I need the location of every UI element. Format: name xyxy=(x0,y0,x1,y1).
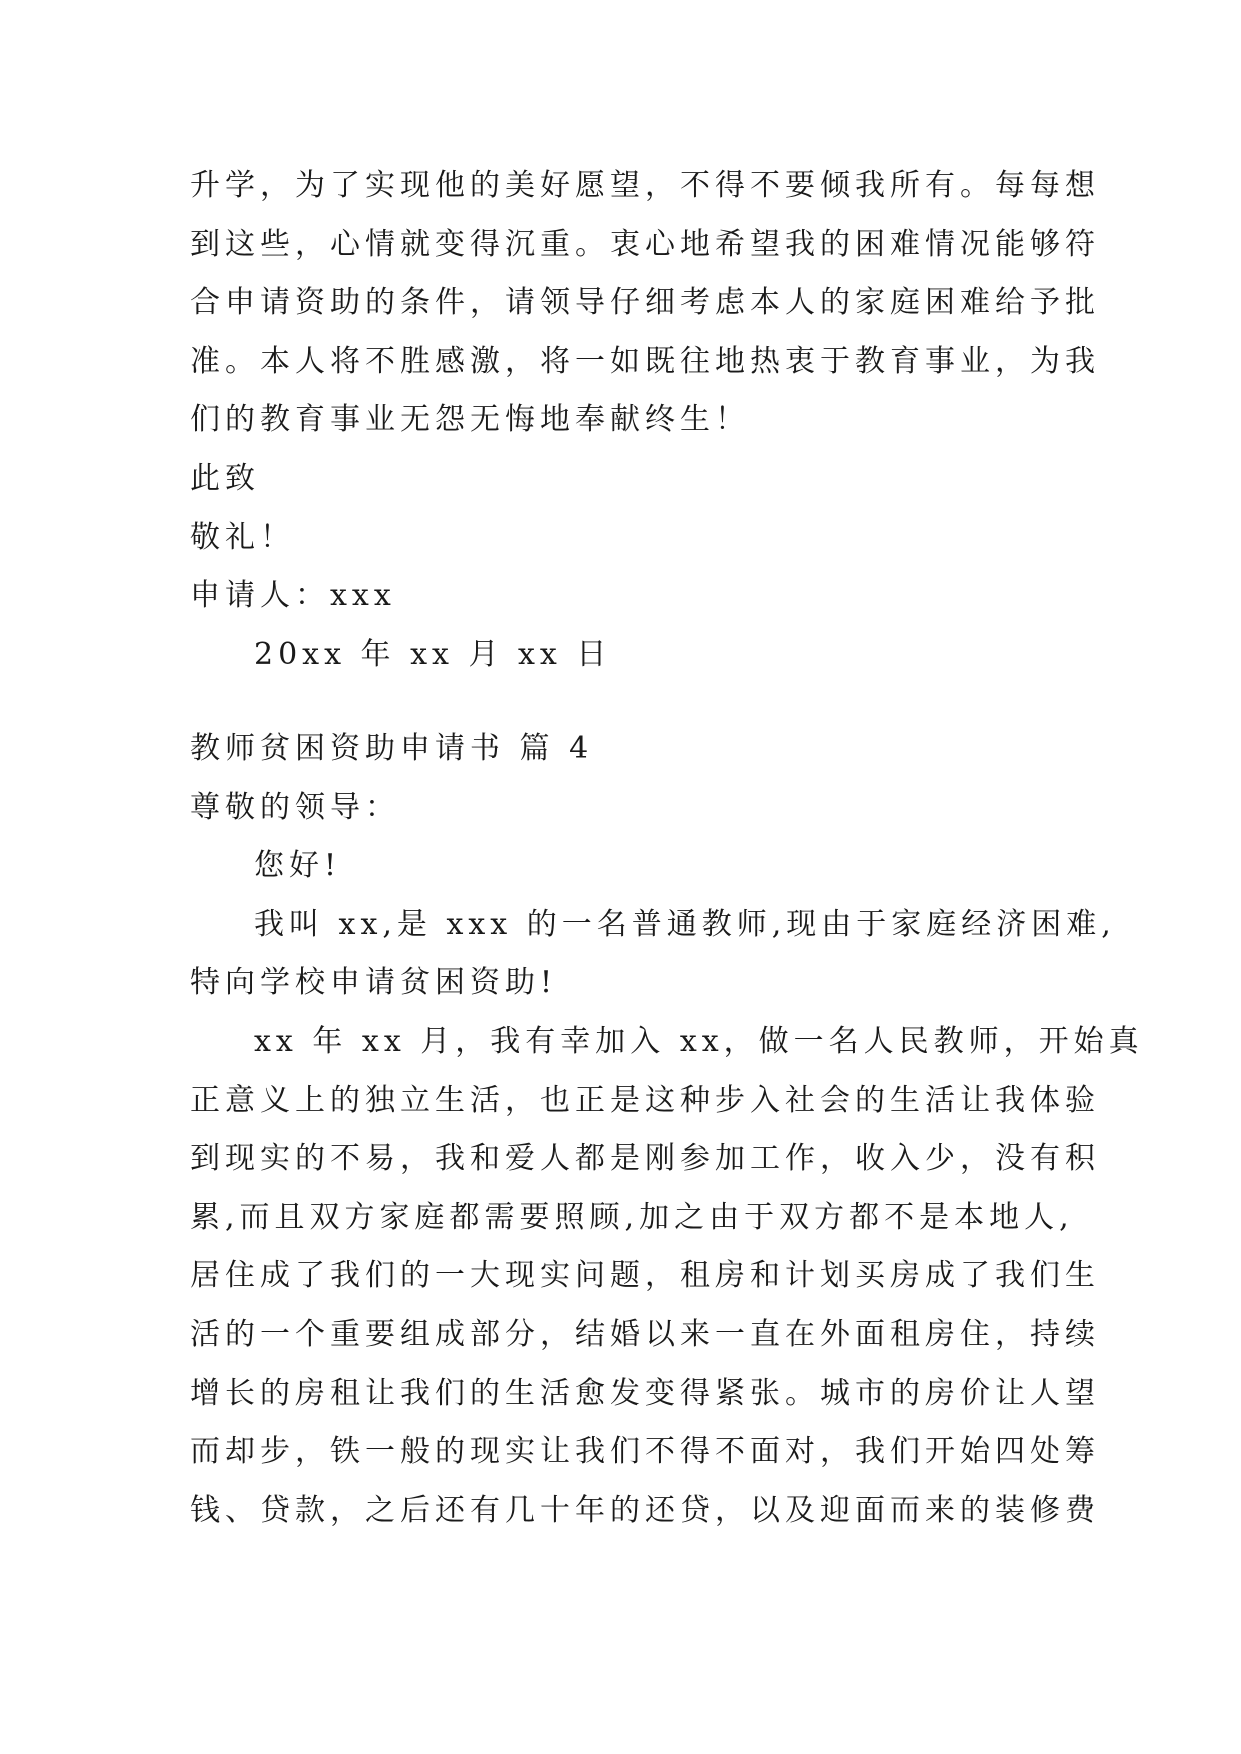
paragraph-line: 到现实的不易，我和爱人都是刚参加工作，收入少，没有积 xyxy=(190,1141,1100,1177)
text-line: 升学，为了实现他的美好愿望，不得不要倾我所有。每每想 xyxy=(190,168,1100,203)
text-line: 合申请资助的条件，请领导仔细考虑本人的家庭困难给予批 xyxy=(190,285,1100,321)
paragraph-line: 正意义上的独立生活，也正是这种步入社会的生活让我体验 xyxy=(190,1082,1100,1118)
section-4 xyxy=(190,720,1144,1540)
text-line: 到这些，心情就变得沉重。衷心地希望我的困难情况能够符 xyxy=(190,226,1100,262)
paragraph-line: 活的一个重要组成部分，结婚以来一直在外面租房住，持续 xyxy=(190,1316,1100,1352)
continuation-section xyxy=(190,157,1100,684)
paragraph-line: xx 年 xx 月，我有幸加入 xx，做一名人民教师，开始真 xyxy=(254,1023,1144,1059)
applicant-signature: 申请人：xxx xyxy=(190,578,396,614)
text-line: 们的教育事业无怨无悔地奉献终生！ xyxy=(190,402,750,438)
paragraph-line: 增长的房租让我们的生活愈发变得紧张。城市的房价让人望 xyxy=(190,1375,1100,1411)
text-line: 准。本人将不胜感激，将一如既往地热衷于教育事业，为我 xyxy=(190,343,1100,379)
paragraph-line: 特向学校申请贫困资助! xyxy=(190,965,558,1001)
closing-line: 敬礼！ xyxy=(190,519,295,555)
date-line: 20xx 年 xx 月 xx 日 xyxy=(254,636,612,672)
paragraph-line: 我叫 xx,是 xxx 的一名普通教师,现由于家庭经济困难, xyxy=(254,906,1116,942)
salutation: 尊敬的领导： xyxy=(190,789,400,825)
paragraph-line: 居住成了我们的一大现实问题，租房和计划买房成了我们生 xyxy=(190,1258,1100,1294)
paragraph-line: 而却步，铁一般的现实让我们不得不面对，我们开始四处筹 xyxy=(190,1434,1100,1470)
closing-line: 此致 xyxy=(190,460,260,496)
paragraph-line: 累,而且双方家庭都需要照顾,加之由于双方都不是本地人, xyxy=(190,1199,1074,1235)
paragraph-line: 钱、贷款，之后还有几十年的还贷，以及迎面而来的装修费 xyxy=(190,1492,1100,1528)
greeting: 您好! xyxy=(254,848,342,884)
section-title: 教师贫困资助申请书 篇 4 xyxy=(190,731,594,766)
